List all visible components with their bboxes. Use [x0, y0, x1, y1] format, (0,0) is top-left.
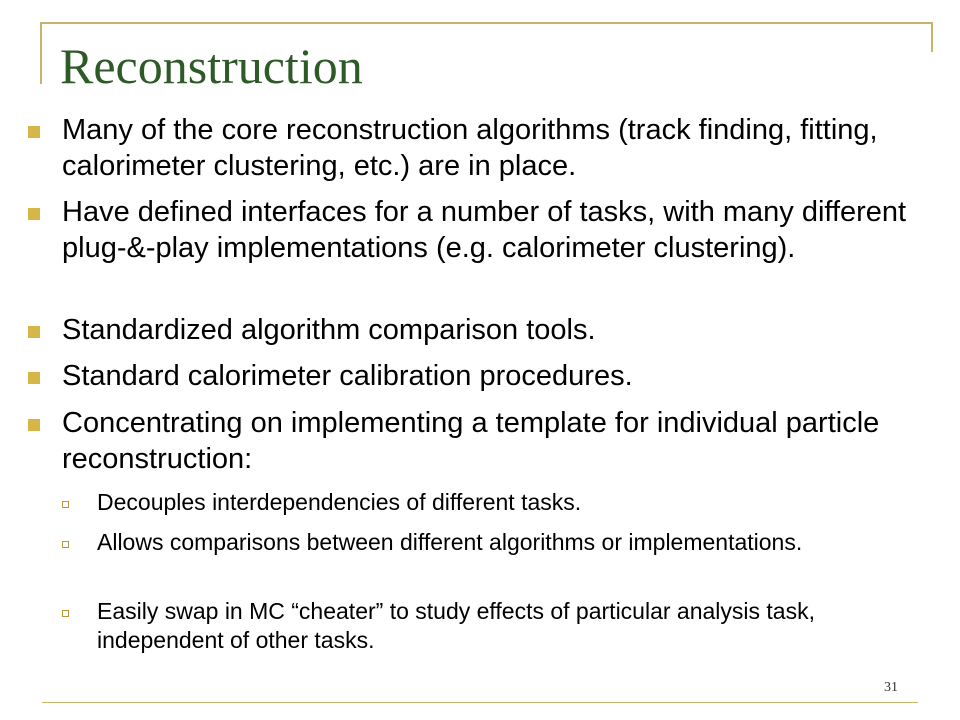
bullet-square-icon	[28, 326, 40, 338]
sub-bullet-text: Decouples interdependencies of different tasks.	[97, 489, 582, 515]
slide-frame-left	[40, 22, 42, 84]
hollow-square-icon	[62, 541, 69, 548]
hollow-square-icon	[62, 610, 69, 617]
bullet-square-icon	[28, 126, 40, 138]
bullet-text: Standardized algorithm comparison tools.	[62, 314, 596, 346]
bullet-text: Standard calorimeter calibration procedures.	[62, 360, 633, 392]
bullet-text: Many of the core reconstruction algorithms (track finding, fitting, calorimeter clustering, etc.) are in place.	[62, 114, 878, 182]
slide-frame-right	[931, 22, 933, 52]
hollow-square-icon	[62, 501, 69, 508]
bullet-text: Have defined interfaces for a number of tasks, with many different plug-&-play implementations (e.g. calorimeter clustering).	[62, 196, 907, 264]
bullet-square-icon	[28, 208, 40, 220]
sub-bullet-text: Easily swap in MC “cheater” to study effects of particular analysis task, independent of other tasks.	[97, 598, 815, 653]
bullet-text: Concentrating on implementing a template for individual particle reconstruction:	[62, 407, 880, 475]
slide-title: Reconstruction	[60, 38, 363, 94]
slide-frame-bottom	[42, 702, 918, 703]
bullet-square-icon	[28, 419, 40, 431]
page-number: 31	[884, 680, 898, 695]
sub-bullet-text: Allows comparisons between different algorithms or implementations.	[97, 529, 803, 555]
slide-frame-top	[40, 22, 932, 24]
bullet-square-icon	[28, 372, 40, 384]
